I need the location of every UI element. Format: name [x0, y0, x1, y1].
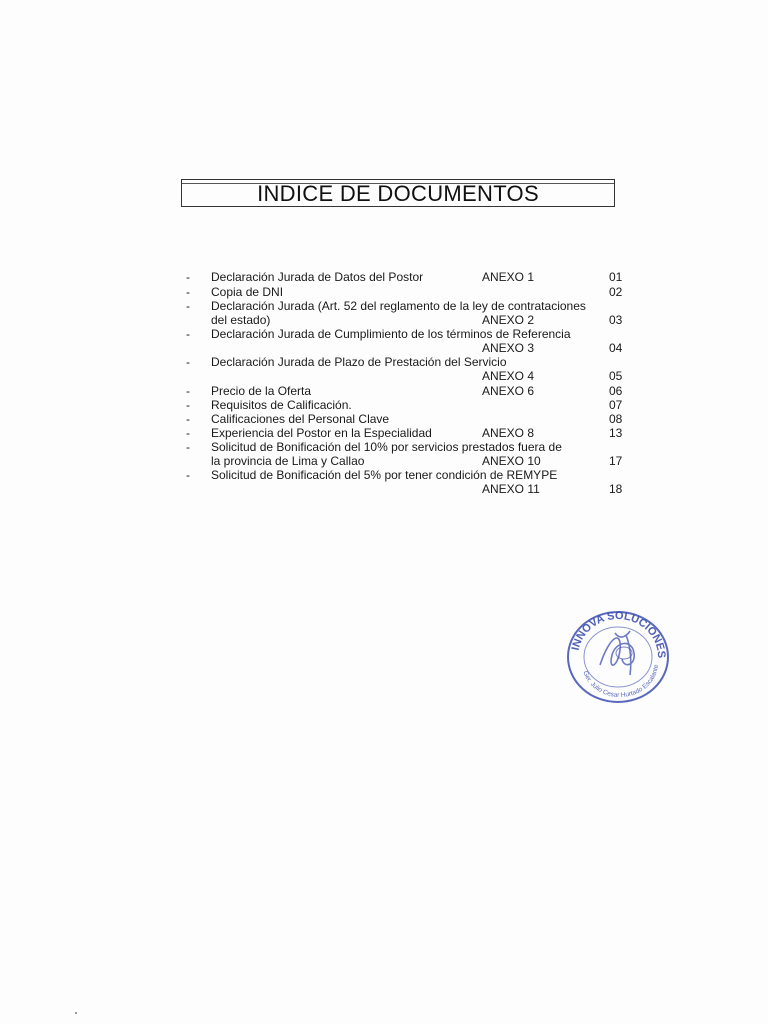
entry-description: la provincia de Lima y Callao: [211, 454, 365, 468]
document-title: INDICE DE DOCUMENTOS: [257, 181, 539, 206]
entry-bullet: -: [186, 270, 190, 284]
entry-bullet: -: [186, 327, 190, 341]
entry-description: del estado): [211, 313, 271, 327]
entry-bullet: -: [186, 426, 190, 440]
entry-annex: ANEXO 1: [482, 270, 535, 284]
entry-page-number: 03: [609, 313, 623, 327]
entry-bullet: -: [186, 440, 190, 454]
entry-page-number: 04: [609, 341, 623, 355]
entry-page-number: 01: [609, 270, 623, 284]
entry-annex: ANEXO 6: [482, 384, 535, 398]
entry-annex: ANEXO 10: [482, 454, 541, 468]
entry-bullet: -: [186, 384, 190, 398]
entry-annex: ANEXO 4: [482, 369, 535, 383]
entry-description: Experiencia del Postor en la Especialidad: [211, 426, 432, 440]
entry-page-number: 13: [609, 426, 623, 440]
entry-description: Solicitud de Bonificación del 10% por servicios prestados fuera de: [211, 440, 562, 454]
entry-page-number: 05: [609, 369, 623, 383]
entry-annex: ANEXO 8: [482, 426, 535, 440]
entry-page-number: 08: [609, 412, 623, 426]
entry-description: Declaración Jurada de Cumplimiento de los términos de Referencia: [211, 327, 571, 341]
entry-bullet: -: [186, 299, 190, 313]
entry-description: Solicitud de Bonificación del 5% por tener condición de REMYPE: [211, 468, 558, 482]
entry-page-number: 06: [609, 384, 623, 398]
entry-bullet: -: [186, 468, 190, 482]
entry-bullet: -: [186, 285, 190, 299]
entry-bullet: -: [186, 412, 190, 426]
entry-bullet: -: [186, 355, 190, 369]
entry-description: Declaración Jurada (Art. 52 del reglamento de la ley de contrataciones: [211, 299, 586, 313]
entry-annex: ANEXO 3: [482, 341, 535, 355]
entry-annex: ANEXO 2: [482, 313, 535, 327]
entry-description: Calificaciones del Personal Clave: [211, 412, 390, 426]
entry-description: Copia de DNI: [211, 285, 284, 299]
entry-description: Requisitos de Calificación.: [211, 398, 352, 412]
entry-annex: ANEXO 11: [482, 482, 540, 496]
svg-text:Ger. Julio Cesar Hurtado Escal: Ger. Julio Cesar Hurtado Escalante: [581, 664, 660, 700]
entry-page-number: 07: [609, 398, 623, 412]
stamp-seal: [560, 605, 675, 705]
entry-description: Precio de la Oferta: [211, 384, 312, 398]
entry-page-number: 18: [609, 482, 623, 496]
entry-page-number: 17: [609, 454, 623, 468]
company-stamp: [560, 605, 675, 705]
scan-speck: [75, 1012, 77, 1014]
entry-description: Declaración Jurada de Plazo de Prestación del Servicio: [211, 355, 507, 369]
entry-page-number: 02: [609, 285, 623, 299]
entry-description: Declaración Jurada de Datos del Postor: [211, 270, 424, 284]
entry-bullet: -: [186, 398, 190, 412]
svg-text:INNOVA SOLUCIONES: INNOVA SOLUCIONES: [569, 609, 668, 659]
